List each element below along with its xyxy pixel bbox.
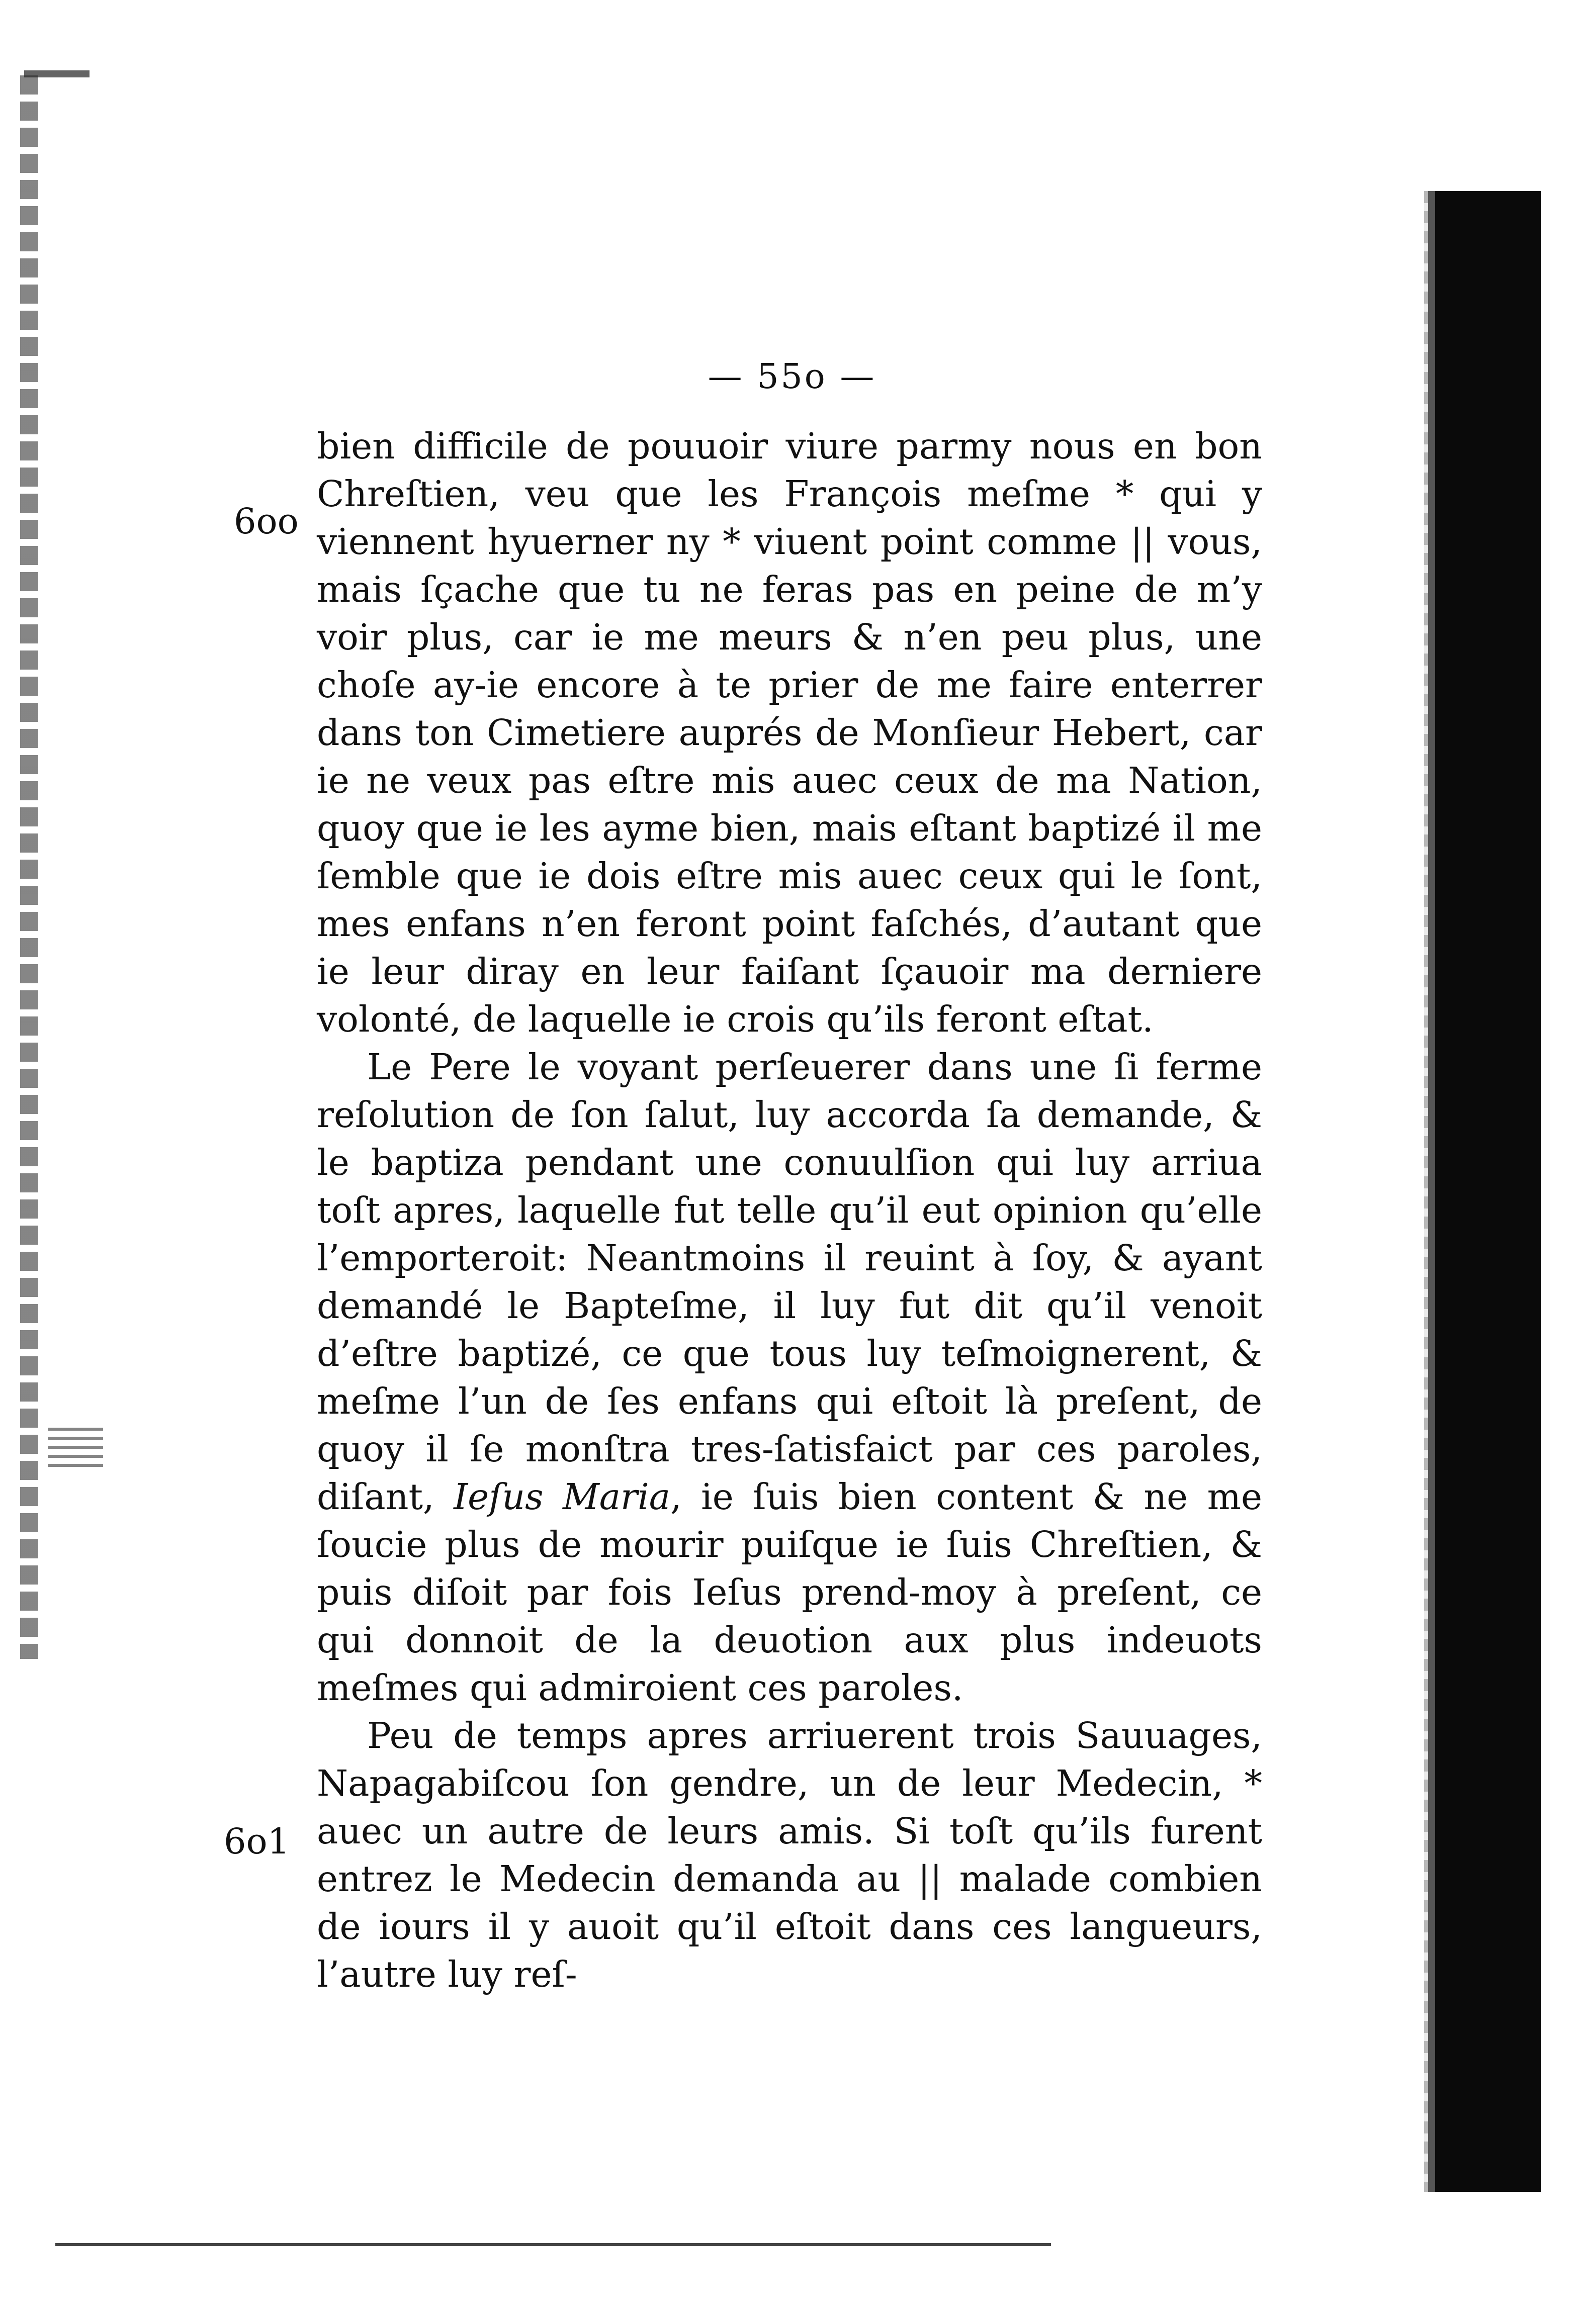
paragraph-2 xyxy=(317,1043,1262,1712)
scan-bottom-rule xyxy=(55,2243,1051,2246)
scan-right-strip xyxy=(1428,191,1541,2192)
paragraph-1: bien difficile de pouuoir viure parmy nous en bon Chreſtien, veu que les François meſme * qui y viennent hyuerner ny * viuent point comme || vous, mais ſçache que tu ne feras pas en peine de m’y voir plus, car ie me meurs & n’en peu plus, une choſe ay-ie encore à te prier de me faire enterrer dans ton Cimetiere auprés de Monſieur Hebert, car ie ne veux pas eſtre mis auec ceux de ma Nation, quoy que ie les ayme bien, mais eſtant baptizé il me ſemble que ie dois eſtre mis auec ceux qui le ſont, mes enfans n’en feront point faſchés, d’autant que ie leur diray en leur faiſant ſçauoir ma derniere volonté, de laquelle ie crois qu’ils feront eſtat. xyxy=(317,425,1262,1040)
paragraph-2-text-after: , ie ſuis bien content & ne me ſoucie plus de mourir puiſque ie ſuis Chreſtien, & puis diſoit par fois Ieſus prend-moy à preſent, ce qui donnoit de la deuotion aux plus indeuots meſmes qui admiroient ces paroles. xyxy=(317,1476,1262,1709)
page-number: — 55o — xyxy=(708,357,876,397)
body-text xyxy=(317,422,1262,1998)
paragraph-2-italic-phrase: Ieſus Maria xyxy=(454,1476,671,1518)
margin-reference-601: 6o1 xyxy=(224,1821,290,1862)
scan-left-mark xyxy=(48,1428,103,1473)
margin-reference-600: 6oo xyxy=(234,501,299,542)
scan-left-edge xyxy=(20,75,38,1659)
paragraph-2-text-before: Le Pere le voyant perſeuerer dans une ſi ferme reſolution de ſon ſalut, luy accorda ſa demande, & le baptiza pendant une conuulſion qui luy arriua toſt apres, laquelle fut telle qu’il eut opinion qu’elle l’emporteroit: Neantmoins il reuint à ſoy, & ayant demandé le Bapteſme, il luy fut dit qu’il venoit d’eſtre baptizé, ce que tous luy teſmoignerent, & meſme l’un de ſes enfans qui eſtoit là preſent, de quoy il ſe monſtra tres-ſatisfaict par ces paroles, diſant, xyxy=(317,1046,1262,1518)
paragraph-3: Peu de temps apres arriuerent trois Sauuages, Napagabiſcou ſon gendre, un de leur Medecin, * auec un autre de leurs amis. Si toſt qu’ils furent entrez le Medecin demanda au || malade combien de iours il y auoit qu’il eſtoit dans ces langueurs, l’autre luy reſ- xyxy=(317,1715,1262,1995)
